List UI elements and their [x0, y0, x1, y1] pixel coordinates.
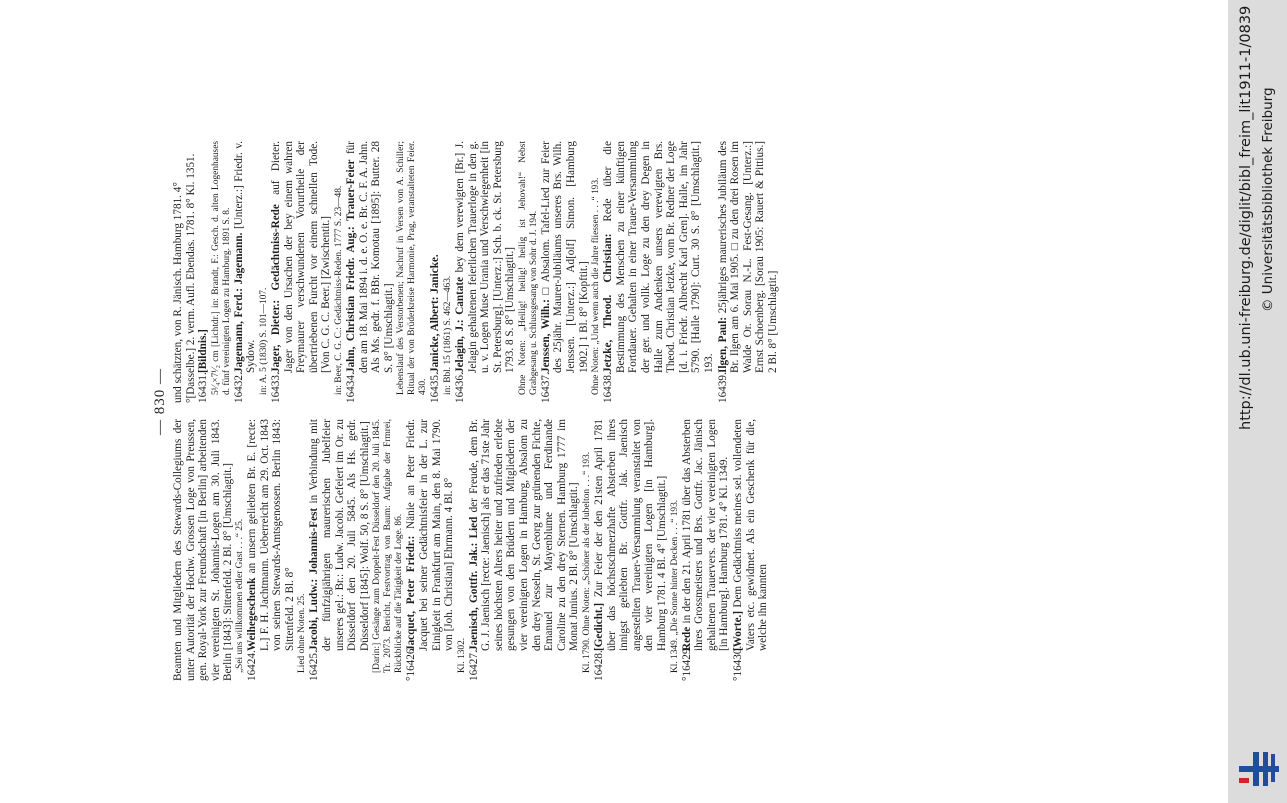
copyright-text: © Universitätsbibliothek Freiburg: [1260, 87, 1276, 312]
entry-heading: Ilgen, Paul:: [716, 316, 729, 373]
entry-continuation: Beamten und Mitgliedern des Stewards-Collegiums der unter Autorität der Hochw. Grossen Loge von Preussen, gen. Royal-York zur Freundschaft [in Berlin] arbeitenden vier vereinigten St. Johannis-Logen am 30. Juli 1843. Berlin [1843]: Sittenfeld. 2 Bl. 8° [Umschlagtit.]: [172, 419, 235, 681]
entry-number: 16436.: [453, 372, 466, 403]
entry-text: in der den 21. April 1781 über das Absterben ihres Grossmeisters und Brs. Gottfr. Jac. Jänisch gehaltenen Trauervers. der vier vereinigten Logen [in Hamburg]. Hamburg 1781. 4° Kl. 1349.: [680, 419, 731, 651]
entry-note: Kl. 1349. „Die Sonne hinter Decken . . .“ 193.: [669, 499, 680, 673]
entry-heading: [Gedicht.]: [593, 602, 606, 651]
bibliography-entry: [602, 141, 715, 403]
bibliography-entry: [540, 141, 590, 403]
entry-note: in: Bbl. 15 (1861) S. 462—463.: [442, 275, 453, 395]
university-logo-icon: [1237, 748, 1281, 788]
bibliography-entry: [308, 419, 371, 681]
entry-heading: Rede: [680, 626, 693, 651]
entry-note: Lebenslauf des Verstorbenen; Nachruf in Versen von A. Schiller; Ritual der von Brüderkreise Harmonie, Prag, veranstalteten Feier. 430.: [396, 141, 429, 395]
entry-number: 16428.: [593, 650, 606, 681]
entry-number: 16425.: [308, 650, 321, 681]
entry-text: für den am 18. Mai 1894 i. d. e. O. e. Br. C. F. A. Jahn. Als Ms. gedr. f. BBr. Komotau [1895]: Butter. 28 S. 8° [Umschlagtit.]: [344, 141, 395, 373]
entry-text: 25jähriges maurerisches Jubiläum des Br. Ilgen am 6. Mai 1905. □ zu den drei Rosen im Walde Or. Sorau N.-L. Fest-Gesang. [Unterz.:] Ernst Schoenberg. [Sorau 1905: Rauert & Pittius.] 2 Bl. 8° [Umschlagtit.]: [716, 141, 779, 373]
entry-number: °16429.: [680, 645, 693, 681]
entry-note: Kl. 1302.: [456, 637, 467, 673]
page-number: — 830 —: [152, 368, 168, 435]
bibliography-entry: [454, 141, 517, 403]
bibliography-entry: [593, 419, 669, 681]
entry-number: 16431.: [197, 372, 210, 403]
entry-number: 16432.: [232, 372, 245, 403]
entry-heading: Jenssen, Wilh.:: [539, 299, 552, 373]
entry-text: □ Absalom. Tafel-Lied zur Feier des 25jähr. Maurer-Jubiläums unseres Brs. Wilh. Jenssen. [Unterz.:] Ad[olf] Simon. [Hamburg 1902.] 1 Bl. 8° [Kopftit.]: [539, 141, 590, 373]
bibliography-entry: [405, 419, 455, 681]
bibliography-entry: [681, 419, 731, 681]
entry-heading: Jahn, Christian Friedr. Aug.: Trauer-Feier: [344, 159, 357, 373]
entry-text: Dem Gedächtniss meines sel. vollendeten Vaters etc. gewidmet. Als ein Geschenk für die, welche ihn kannten: [731, 419, 770, 651]
viewer-sidebar: [1228, 0, 1287, 803]
left-column: [172, 418, 770, 681]
bibliography-entry: [233, 141, 258, 403]
entry-text: in Verbindung mit der fünfzigjährigen maurerischen Jubelfeier unseres gel.: Br.: Ludw. Jacobi. Gefeiert im Or. zu Düsseldorf den 20. Juli 5845. Als Hs. gedr. Düsseldorf [1845]: Wolf. 50, 8 S. 8° [Umschlagtit.]: [308, 419, 371, 651]
entry-number: 16439.: [716, 372, 729, 403]
entry-number: 16433.: [269, 372, 282, 403]
entry-note: Kl. 1790. Ohne Noten: „Schöner als der Jubelton . . .“ 193.: [582, 451, 593, 673]
entry-text: [Unterz.:] Friedr. v. Sydow.: [232, 140, 258, 373]
entry-heading: Janicke, Albert: Janicke.: [429, 254, 442, 373]
entry-text: auf Dieter. Jager von den Ursachen der bey einem wahren Freymaurer verschwundenen Vorurtheile der übertriebenen Furcht vor einem schnellen Tode. [Von C. G. C. Beer.] [Zwischentit.]: [269, 141, 333, 373]
entry-text: Rede über die Bestimmung des Menschen zu einer künftigen Fortdauer. Gehalten in einer Trauer-Versammlung der ger. und vollk. Loge zu den drey Degen in Halle zum Andenken unsers verewigten Brs. Theod. Christian Jetzke, vom Br. Redner der Loge [d. i. Friedr. Albrecht Karl Gren]. Halle, im Jahr 5790. [Halle 1790]: Curt. 30 S. 8° [Umschlagtit.] 193.: [602, 141, 715, 373]
entry-number: 16427.: [467, 650, 480, 681]
entry-continuation: °[Dasselbe.] 2. verm. Aufl. Ebendas. 1781. 8° Kl. 1351.: [184, 153, 197, 403]
entry-number: 16435.: [429, 372, 442, 403]
entry-note: Lied ohne Noten. 25.: [297, 593, 308, 673]
entry-number: 16424.: [245, 650, 258, 681]
entry-heading: Jacquet, Peter Friedr.:: [405, 535, 418, 651]
entry-heading: Jagemann, Ferd.: Jagemann.: [232, 232, 245, 373]
entry-note: 5¹⁄₄×7¹⁄₂ cm [Lichtdr.] in: Brandt, F.: Gesch. d. alten Logenhauses d. fünf vereinigten Logen zu Hamburg. 1891 S. 8.: [210, 141, 232, 395]
entry-heading: Jacobi, Ludw.: Johannis-Fest: [308, 507, 321, 651]
bibliography-entry: [345, 141, 395, 403]
entry-note: „Sei uns willkommen edler Gast . . .“ 25.: [234, 518, 245, 673]
entry-number: 16434.: [344, 372, 357, 403]
entry-heading: Jager, Dieter.: Gedächtniss-Rede: [269, 204, 282, 373]
logo-accent-red: [1239, 778, 1249, 783]
logo-bar-vertical-3: [1271, 754, 1275, 782]
entry-heading: [Worte.]: [731, 610, 744, 651]
entry-number: 16437.: [539, 372, 552, 403]
entry-number: °16426.: [405, 645, 418, 681]
entry-text: Zur Feier der den 21sten April 1781 über das höchstschmerzhafte Absterben ihres innigst geliebten Br. Gottfr. Jak. Jaenisch angestellten Trauer-Versammlung veranstaltet von den vier vereinigten Logen [in Hamburg]. Hamburg 1781. 4 Bl. 4° [Umschlagtit.]: [593, 419, 668, 651]
bibliography-entry: [246, 419, 296, 681]
entry-continuation: und schätzten, von R. Jänisch. Hamburg 1781. 4°: [172, 182, 184, 403]
entry-heading: Jetzke, Theod. Christian:: [602, 233, 615, 373]
entry-text: der Freude, dem Br. G. J. Jaenisch [recte: Jaenisch] als er das 71ste Jahr seines höchsten Alters heiter und zufrieden erlebte gesungen von den Brüdern und Mitgliedern der vier vereinigten Logen in Hamburg, Absalom zu den drey Nesseln, St. Georg zur grünenden Fichte, Emanuel zur Mayenblume und Ferdinande Caroline zu den drey Sternen. Hamburg 1777 im Monat Junius. 2 Bl. 8° [Umschlagtit.]: [467, 418, 581, 651]
entry-note: Ohne Noten: „Heilig! heilig! heilig ist Jehovah!“ Nebst Grabgesang u. Schlussgesang von Sohr d. J. 194.: [517, 141, 539, 395]
entry-note: [Darin:] Gesänge zum Doppelt-Fest Düsseldorf den 20. Juli 1845. Tr. 2073. Bericht, Festvortrag von Baum: Aufgabe der Frmrei, Rückblicke auf die Tätigkeit der Loge. 86.: [372, 419, 405, 673]
document-url-text[interactable]: http://dl.ub.uni-freiburg.de/diglit/bibl_freim_lit1911-1/0839: [1238, 5, 1254, 430]
entry-text: bey dem verewigten [Br.] J. Jelagin gehaltenen feierlichen Trauerloge in den g. u. v. Logen Muse Urania und Verschwiegenheit [in St. Petersburg]. [Unterz.:] Sch. b. ck. St. Petersburg 1793. 8 S. 8° [Umschlagtit.]: [453, 141, 517, 373]
entry-note: in: A. 5 (1830) S. 101—107.: [258, 287, 269, 395]
bibliography-entry: [717, 141, 780, 403]
entry-note: Ohne Noten: „Und wenn auch die Jahre fliessen . . .“ 193.: [591, 177, 602, 395]
bibliography-entry: [468, 419, 581, 681]
entry-text: an unsern geliebten Br. E. [recte: L.] F. H. Jachtmann. Ueberreicht am 29. Oct. 1843 von seinen Stewards-Amtsgenossen. Berlin 1843: Sittenfeld. 2 Bl. 8°: [245, 419, 296, 651]
right-column: [172, 140, 779, 403]
bibliography-entry: [197, 141, 210, 403]
bibliography-entry: [732, 419, 770, 681]
logo-bar-vertical-2: [1263, 752, 1268, 786]
entry-heading: Jaenisch, Gottfr. Jak.: Lied: [467, 516, 480, 651]
bibliography-entry: [270, 141, 333, 403]
logo-bar-vertical-1: [1253, 752, 1259, 786]
bibliography-entry: [429, 141, 442, 403]
entry-heading: Jelagin, J.: Cantate: [453, 276, 466, 373]
entry-number: °16430.: [731, 645, 744, 681]
entry-note: in: Beer, C. G. C.: Gedächtniss-Reden. 1777 S. 23—48.: [333, 185, 344, 395]
entry-text: Nänie an Peter Friedr. Jacquet bei seiner Gedächtnisfeier in der L. zur Einigkeit in Frankfurt am Main, den 8. Mai 1790. von [Joh. Christian] Ehrmann. 4 Bl. 8°: [405, 419, 456, 651]
entry-heading: [Bildnis.]: [197, 329, 210, 373]
entry-heading: Weihegeschenk: [245, 577, 258, 651]
entry-number: 16438.: [602, 372, 615, 403]
